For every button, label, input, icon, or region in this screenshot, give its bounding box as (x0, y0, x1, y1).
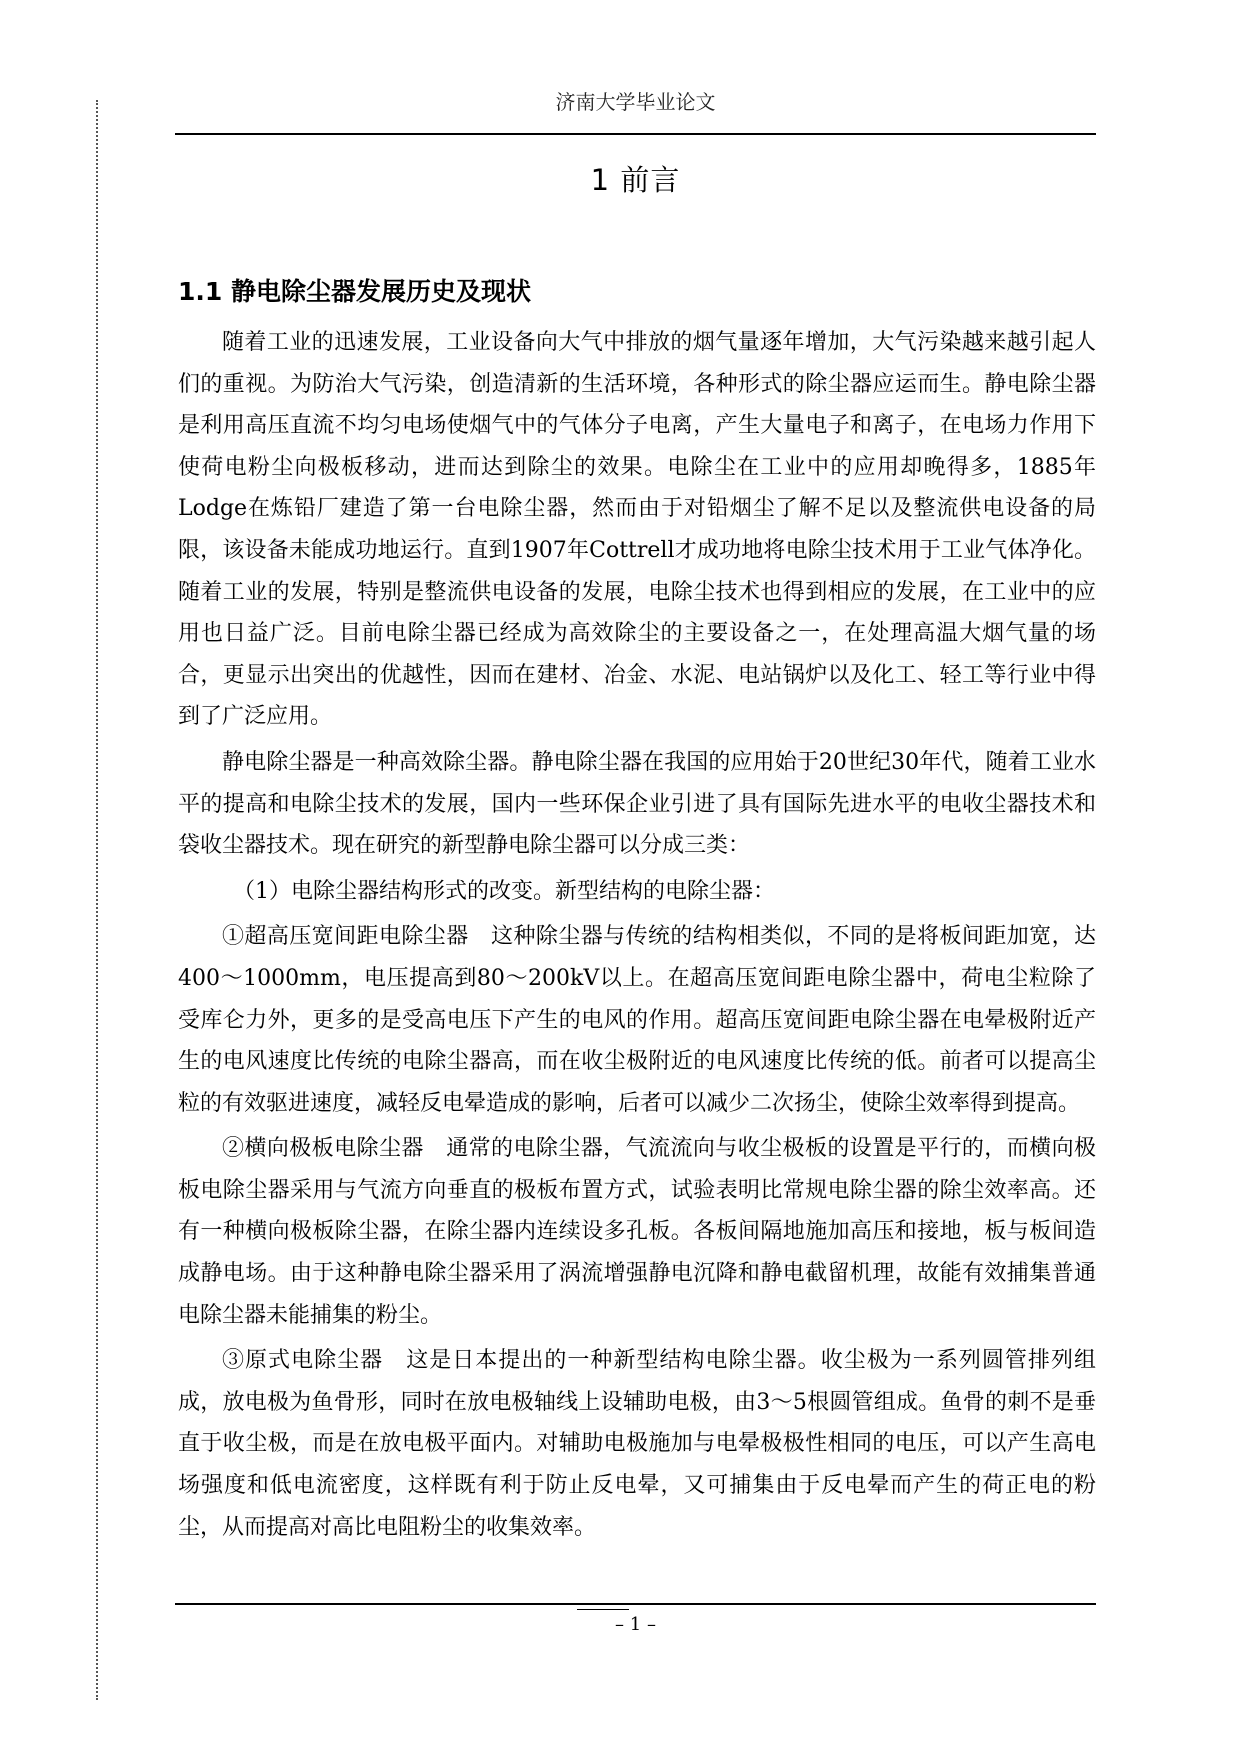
paragraph-item-1: ①超高压宽间距电除尘器 这种除尘器与传统的结构相类似，不同的是将板间距加宽，达400～1000mm，电压提高到80～200kV以上。在超高压宽间距电除尘器中，荷电尘粒除了受库仑力外，更多的是受高电压下产生的电风的作用。超高压宽间距电除尘器在电晕极附近产生的电风速度比传统的电除尘器高，而在收尘极附近的电风速度比传统的低。前者可以提高尘粒的有效驱进速度，减轻反电晕造成的影响，后者可以减少二次扬尘，使除尘效率得到提高。 (178, 924, 1096, 1116)
footer-rule (175, 1603, 1096, 1605)
paragraph-item-3: ③原式电除尘器 这是日本提出的一种新型结构电除尘器。收尘极为一系列圆管排列组成，放电极为鱼骨形，同时在放电极轴线上设辅助电极，由3～5根圆管组成。鱼骨的刺不是垂直于收尘极，而是在放电极平面内。对辅助电极施加与电晕极极性相同的电压，可以产生高电场强度和低电流密度，这样既有利于防止反电晕，又可捕集由于反电晕而产生的荷正电的粉尘，从而提高对高比电阻粉尘的收集效率。 (178, 1348, 1096, 1540)
page-header: 济南大学毕业论文 (555, 90, 716, 114)
body-text (178, 322, 1096, 1552)
footer-tick (577, 1609, 629, 1610)
header-rule (175, 133, 1096, 135)
paragraph-overview: 静电除尘器是一种高效除尘器。静电除尘器在我国的应用始于20世纪30年代，随着工业水平的提高和电除尘技术的发展，国内一些环保企业引进了具有国际先进水平的电收尘器技术和袋收尘器技术。现在研究的新型静电除尘器可以分成三类： (178, 749, 1096, 859)
page-number: – 1 – (615, 1614, 656, 1635)
binding-margin-line (96, 100, 98, 1700)
paragraph-category-1: （1）电除尘器结构形式的改变。新型结构的电除尘器： (233, 878, 775, 904)
section-title: 1.1 静电除尘器发展历史及现状 (178, 277, 531, 306)
paragraph-item-2: ②横向极板电除尘器 通常的电除尘器，气流流向与收尘极板的设置是平行的，而横向极板电除尘器采用与气流方向垂直的极板布置方式，试验表明比常规电除尘器的除尘效率高。还有一种横向极板除尘器，在除尘器内连续设多孔板。各板间隔地施加高压和接地，板与板间造成静电场。由于这种静电除尘器采用了涡流增强静电沉降和静电截留机理，故能有效捕集普通电除尘器未能捕集的粉尘。 (178, 1136, 1096, 1328)
paragraph-history: 随着工业的迅速发展，工业设备向大气中排放的烟气量逐年增加，大气污染越来越引起人们的重视。为防治大气污染，创造清新的生活环境，各种形式的除尘器应运而生。静电除尘器是利用高压直流不均匀电场使烟气中的气体分子电离，产生大量电子和离子，在电场力作用下使荷电粉尘向极板移动，进而达到除尘的效果。电除尘在工业中的应用却晚得多，1885年Lodge在炼铅厂建造了第一台电除尘器，然而由于对铅烟尘了解不足以及整流供电设备的局限，该设备未能成功地运行。直到1907年Cottrell才成功地将电除尘技术用于工业气体净化。随着工业的发展，特别是整流供电设备的发展，电除尘技术也得到相应的发展，在工业中的应用也日益广泛。目前电除尘器已经成为高效除尘的主要设备之一，在处理高温大烟气量的场合，更显示出突出的优越性，因而在建材、冶金、水泥、电站锅炉以及化工、轻工等行业中得到了广泛应用。 (178, 330, 1096, 730)
chapter-title: 1 前言 (590, 163, 681, 197)
